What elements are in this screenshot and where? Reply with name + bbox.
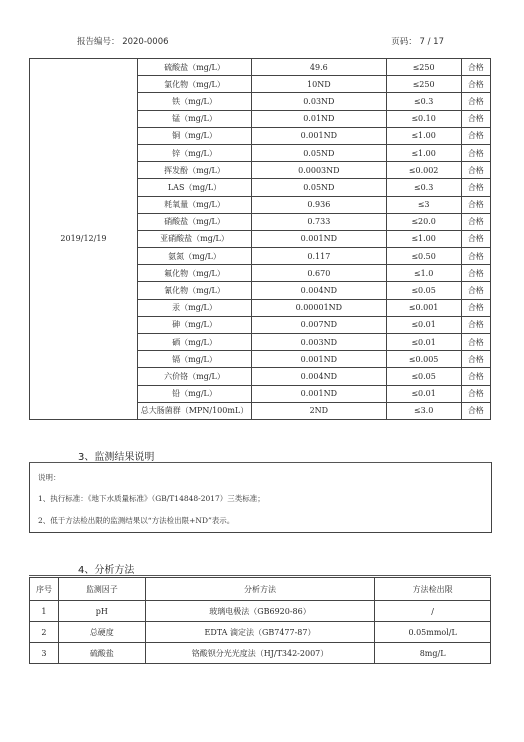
cell-parameter: LAS（mg/L） <box>137 179 251 196</box>
cell-verdict: 合格 <box>461 93 490 110</box>
cell-verdict: 合格 <box>461 265 490 282</box>
cell-standard: ≤0.002 <box>386 162 461 179</box>
header-factor: 监测因子 <box>58 578 145 601</box>
cell-verdict: 合格 <box>461 282 490 299</box>
method-index: 3 <box>30 643 59 664</box>
cell-standard: ≤250 <box>386 59 461 76</box>
cell-parameter: 铅（mg/L） <box>137 385 251 402</box>
cell-verdict: 合格 <box>461 76 490 93</box>
cell-standard: ≤0.001 <box>386 299 461 316</box>
cell-result: 0.670 <box>252 265 386 282</box>
cell-standard: ≤0.3 <box>386 93 461 110</box>
cell-verdict: 合格 <box>461 230 490 247</box>
cell-standard: ≤0.05 <box>386 368 461 385</box>
header-index: 序号 <box>30 578 59 601</box>
cell-result: 0.007ND <box>252 316 386 333</box>
cell-verdict: 合格 <box>461 299 490 316</box>
cell-standard: ≤3 <box>386 196 461 213</box>
cell-parameter: 挥发酚（mg/L） <box>137 162 251 179</box>
cell-date: 2019/12/19 <box>30 59 138 420</box>
cell-result: 0.001ND <box>252 351 386 368</box>
cell-result: 0.001ND <box>252 385 386 402</box>
cell-result: 0.01ND <box>252 110 386 127</box>
header-limit: 方法检出限 <box>375 578 491 601</box>
cell-parameter: 耗氧量（mg/L） <box>137 196 251 213</box>
cell-standard: ≤0.01 <box>386 316 461 333</box>
report-number: 报告编号： 2020-0006 <box>77 37 169 47</box>
cell-parameter: 镉（mg/L） <box>137 351 251 368</box>
note-standard: 1、执行标准：《地下水质量标准》（GB/T14848-2017）三类标准； <box>38 494 265 503</box>
method-limit: 8mg/L <box>375 643 491 664</box>
method-factor: pH <box>58 601 145 622</box>
cell-verdict: 合格 <box>461 368 490 385</box>
cell-result: 0.00001ND <box>252 299 386 316</box>
method-name: 玻璃电极法（GB6920-86） <box>145 601 375 622</box>
cell-verdict: 合格 <box>461 179 490 196</box>
cell-parameter: 总大肠菌群（MPN/100mL） <box>137 402 251 419</box>
cell-verdict: 合格 <box>461 248 490 265</box>
cell-standard: ≤0.01 <box>386 385 461 402</box>
cell-result: 0.004ND <box>252 368 386 385</box>
method-index: 2 <box>30 622 59 643</box>
cell-verdict: 合格 <box>461 334 490 351</box>
methods-header-row <box>30 578 491 601</box>
cell-verdict: 合格 <box>461 196 490 213</box>
cell-parameter: 铁（mg/L） <box>137 93 251 110</box>
cell-standard: ≤20.0 <box>386 213 461 230</box>
cell-standard: ≤0.01 <box>386 334 461 351</box>
cell-parameter: 锰（mg/L） <box>137 110 251 127</box>
cell-result: 0.05ND <box>252 144 386 161</box>
cell-result: 0.03ND <box>252 93 386 110</box>
cell-result: 0.003ND <box>252 334 386 351</box>
cell-parameter: 锌（mg/L） <box>137 144 251 161</box>
cell-parameter: 氨氮（mg/L） <box>137 248 251 265</box>
cell-parameter: 氟化物（mg/L） <box>137 265 251 282</box>
methods-table <box>29 577 491 664</box>
cell-parameter: 硫酸盐（mg/L） <box>137 59 251 76</box>
cell-parameter: 铜（mg/L） <box>137 127 251 144</box>
cell-result: 0.001ND <box>252 127 386 144</box>
cell-parameter: 氯化物（mg/L） <box>137 76 251 93</box>
cell-result: 0.733 <box>252 213 386 230</box>
cell-result: 2ND <box>252 402 386 419</box>
table-row <box>30 601 491 622</box>
cell-standard: ≤250 <box>386 76 461 93</box>
cell-result: 0.936 <box>252 196 386 213</box>
note-detection-limit: 2、低于方法检出限的监测结果以“方法检出限+ND”表示。 <box>38 516 235 525</box>
cell-verdict: 合格 <box>461 110 490 127</box>
cell-result: 0.117 <box>252 248 386 265</box>
cell-standard: ≤0.3 <box>386 179 461 196</box>
cell-result: 49.6 <box>252 59 386 76</box>
method-factor: 总硬度 <box>58 622 145 643</box>
notes-label: 说明： <box>38 473 61 482</box>
cell-result: 10ND <box>252 76 386 93</box>
section-4-title: 4、分析方法 <box>78 565 135 576</box>
cell-parameter: 硒（mg/L） <box>137 334 251 351</box>
cell-verdict: 合格 <box>461 162 490 179</box>
table-row <box>30 643 491 664</box>
cell-result: 0.001ND <box>252 230 386 247</box>
cell-verdict: 合格 <box>461 385 490 402</box>
table-row <box>30 622 491 643</box>
page-number: 页码： 7 / 17 <box>391 37 444 47</box>
cell-parameter: 亚硝酸盐（mg/L） <box>137 230 251 247</box>
cell-standard: ≤0.005 <box>386 351 461 368</box>
method-name: EDTA 滴定法（GB7477-87） <box>145 622 375 643</box>
cell-verdict: 合格 <box>461 402 490 419</box>
table-row <box>30 59 491 76</box>
notes-box <box>29 462 492 533</box>
cell-standard: ≤1.00 <box>386 127 461 144</box>
cell-verdict: 合格 <box>461 351 490 368</box>
cell-standard: ≤3.0 <box>386 402 461 419</box>
section-4-divider <box>29 575 491 576</box>
method-factor: 硫酸盐 <box>58 643 145 664</box>
method-limit: 0.05mmol/L <box>375 622 491 643</box>
section-3-divider <box>29 462 491 463</box>
cell-standard: ≤1.00 <box>386 144 461 161</box>
cell-standard: ≤1.00 <box>386 230 461 247</box>
cell-parameter: 汞（mg/L） <box>137 299 251 316</box>
cell-parameter: 硝酸盐（mg/L） <box>137 213 251 230</box>
cell-verdict: 合格 <box>461 127 490 144</box>
cell-result: 0.004ND <box>252 282 386 299</box>
cell-verdict: 合格 <box>461 144 490 161</box>
cell-parameter: 砷（mg/L） <box>137 316 251 333</box>
section-3-title: 3、监测结果说明 <box>78 452 155 463</box>
cell-verdict: 合格 <box>461 59 490 76</box>
cell-standard: ≤0.50 <box>386 248 461 265</box>
method-index: 1 <box>30 601 59 622</box>
cell-verdict: 合格 <box>461 213 490 230</box>
method-name: 铬酸钡分光光度法（HJ/T342-2007） <box>145 643 375 664</box>
header-method: 分析方法 <box>145 578 375 601</box>
method-limit: / <box>375 601 491 622</box>
cell-standard: ≤0.10 <box>386 110 461 127</box>
cell-parameter: 六价铬（mg/L） <box>137 368 251 385</box>
cell-result: 0.0003ND <box>252 162 386 179</box>
cell-standard: ≤1.0 <box>386 265 461 282</box>
cell-result: 0.05ND <box>252 179 386 196</box>
cell-parameter: 氰化物（mg/L） <box>137 282 251 299</box>
results-table <box>29 58 491 420</box>
cell-standard: ≤0.05 <box>386 282 461 299</box>
cell-verdict: 合格 <box>461 316 490 333</box>
